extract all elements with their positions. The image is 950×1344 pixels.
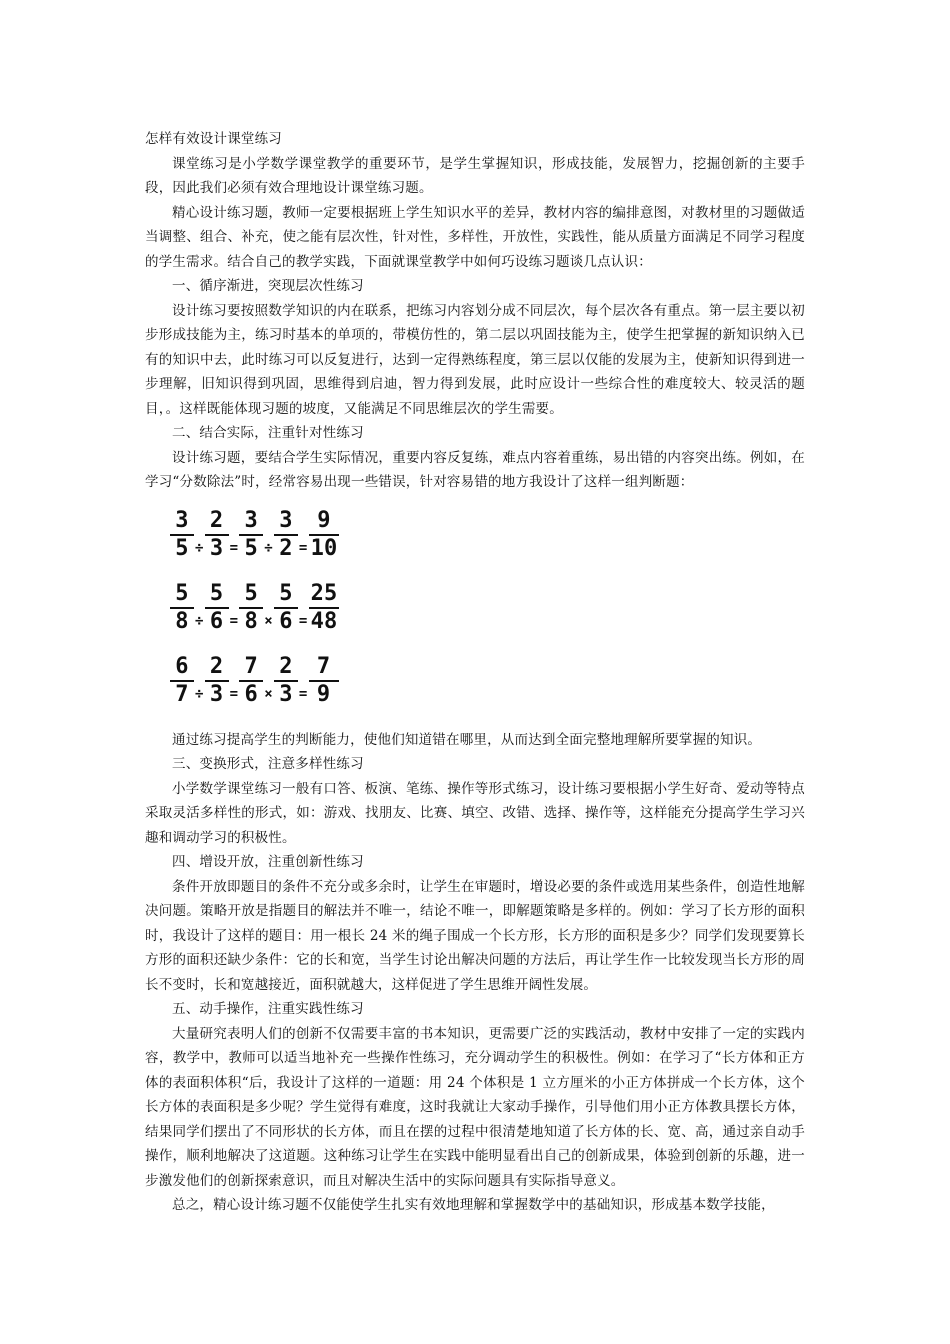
equals-sign: = [298,612,308,629]
fraction: $\frac{7}{6}$ [239,654,263,708]
fraction: $\frac{3}{2}$ [274,508,298,562]
fraction: $\frac{9}{10}$ [310,508,338,561]
fraction: $\frac{5}{6}$ [274,581,298,635]
document-title: 怎样有效设计课堂练习 [145,131,282,147]
fraction: $\frac{2}{3}$ [274,654,298,708]
fraction: $\frac{6}{7}$ [170,654,194,708]
exercise-row-2 [170,572,805,645]
equals-sign: = [229,539,239,556]
section-heading-4: 四、增设开放，注重创新性练习 [172,854,364,870]
section-heading-3: 三、变换形式，注意多样性练习 [172,756,364,772]
paragraph-judgment: 通过练习提高学生的判断能力，使他们知道错在哪里，从而达到全面完整地理解所要掌握的知识。 [172,731,762,748]
equals-sign: = [298,539,308,556]
fraction: $\frac{3}{5}$ [170,508,194,562]
fraction: $\frac{5}{8}$ [239,581,263,635]
divide-sign: ÷ [195,612,204,629]
paragraph-intro: 课堂练习是小学数学课堂教学的重要环节，是学生掌握知识，形成技能，发展智力，挖掘创新的主要手段，因此我们必须有效合理地设计课堂练习题。 [145,155,805,196]
fraction: $\frac{7}{9}$ [309,654,339,708]
fraction: $\frac{25}{48}$ [310,581,338,634]
fraction: $\frac{5}{6}$ [205,581,229,635]
divide-sign: ÷ [195,539,204,556]
divide-sign: ÷ [264,539,273,556]
paragraph-design: 精心设计练习题，教师一定要根据班上学生知识水平的差异，教材内容的编排意图，对教材里的习题做适当调整、组合、补充，使之能有层次性，针对性，多样性，开放性，实践性，能从质量方面满足不同学习程度的学生需求。结合自己的教学实践，下面就课堂教学中如何巧设练习题谈几点认识： [145,204,805,270]
paragraph-levels: 设计练习要按照数学知识的内在联系，把练习内容划分成不同层次，每个层次各有重点。第一层主要以初步形成技能为主，练习时基本的单项的，带模仿性的，第二层以巩固技能为主，使学生把掌握的新知识纳入已有的知识中去，此时练习可以反复进行，达到一定得熟练程度，第三层以仅能的发展为主，使新知识得到进一步理解，旧知识得到巩固，思维得到启迪，智力得到发展，此时应设计一些综合性的难度较大、较灵活的题目，。这样既能体现习题的坡度，又能满足不同思维层次的学生需要。 [145,302,805,417]
exercise-row-3 [170,645,805,718]
fraction: $\frac{5}{8}$ [170,581,194,635]
paragraph-open: 条件开放即题目的条件不充分或多余时，让学生在审题时，增设必要的条件或选用某些条件，创造性地解决问题。策略开放是指题目的解法并不唯一，结论不唯一，即解题策略是多样的。例如：学习了长方形的面积时，我设计了这样的题目：用一根长 24 米的绳子围成一个长方形，长方形的面积是多少？同学们发现要算长方形的面积还缺少条件：它的长和宽，当学生讨论出解决问题的方法后，再让学生作一比较发现当长方形的周长不变时，长和宽越接近，面积就越大，这样促进了学生思维开阔性发展。 [145,878,805,993]
paragraph-variety: 小学数学课堂练习一般有口答、板演、笔练、操作等形式练习，设计练习要根据小学生好奇、爱动等特点采取灵活多样性的形式，如：游戏、找朋友、比赛、填空、改错、选择、操作等，这样能充分提高学生学习兴趣和调动学习的积极性。 [145,780,805,846]
section-heading-2: 二、结合实际，注重针对性练习 [172,425,364,441]
paragraph-practice: 大量研究表明人们的创新不仅需要丰富的书本知识，更需要广泛的实践活动，教材中安排了一定的实践内容，教学中，教师可以适当地补充一些操作性练习，充分调动学生的积极性。例如：在学习了“长方体和正方体的表面积体积“后，我设计了这样的一道题：用 24 个体积是 1 立方厘米的小正方体拼成一个长方体，这个长方体的表面积是多少呢？学生觉得有难度，这时我就让大家动手操作，引导他们用小正方体教具摆长方体，结果同学们摆出了不同形状的长方体，而且在摆的过程中很清楚地知道了长方体的长、宽、高，通过亲自动手操作，顺利地解决了这道题。这种练习让学生在实践中能明显看出自己的创新成果，体验到创新的乐趣，进一步激发他们的创新探索意识，而且对解决生活中的实际问题具有实际指导意义。 [145,1025,806,1189]
paragraph-summary: 总之，精心设计练习题不仅能使学生扎实有效地理解和掌握数学中的基础知识，形成基本数学技能， [172,1197,775,1213]
fraction: $\frac{2}{3}$ [205,654,229,708]
fraction: $\frac{2}{3}$ [205,508,229,562]
document-body [145,127,805,1218]
multiply-sign: × [264,612,273,629]
section-heading-1: 一、循序渐进，突现层次性练习 [172,278,364,294]
fraction-exercises [170,499,805,718]
multiply-sign: × [264,685,273,702]
equals-sign: = [229,685,239,702]
exercise-row-1 [170,499,805,572]
equals-sign: = [229,612,239,629]
paragraph-targeted: 设计练习题，要结合学生实际情况，重要内容反复练，难点内容着重练，易出错的内容突出练。例如，在学习“分数除法”时，经常容易出现一些错误，针对容易错的地方我设计了这样一组判断题： [145,449,805,490]
divide-sign: ÷ [195,685,204,702]
equals-sign: = [298,685,308,702]
fraction: $\frac{3}{5}$ [239,508,263,562]
section-heading-5: 五、动手操作，注重实践性练习 [172,1001,364,1017]
